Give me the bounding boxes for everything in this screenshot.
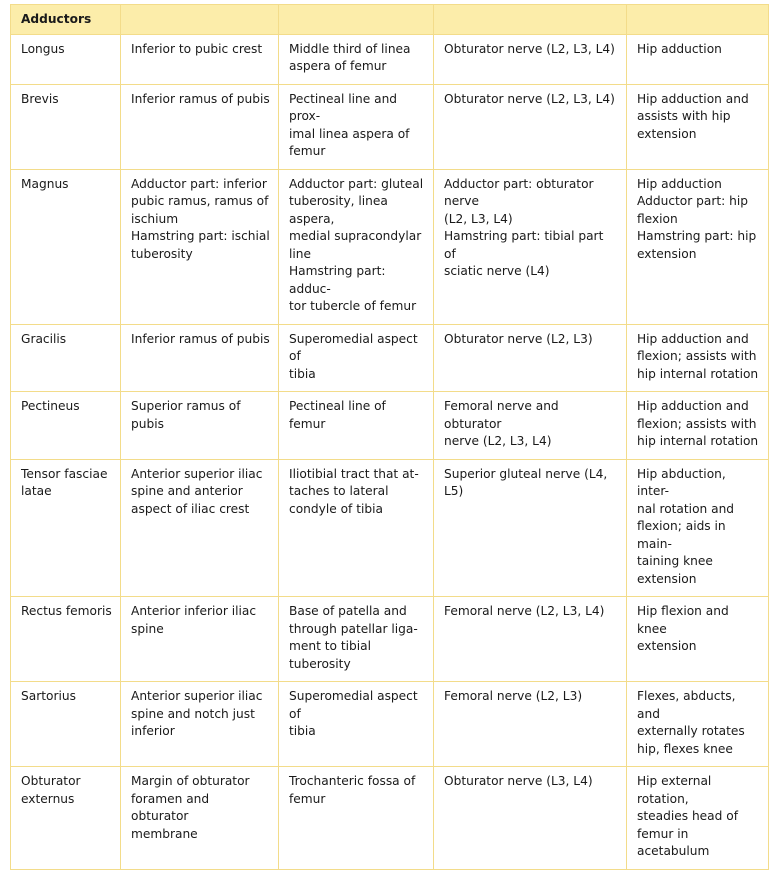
origin-cell: Margin of obturator foramen and obturator membrane xyxy=(121,767,279,870)
muscle-name: Rectus femoris xyxy=(11,597,121,682)
origin-cell: Adductor part: inferior pubic ramus, ramus of ischium Hamstring part: ischial tuberosity xyxy=(121,169,279,324)
muscle-name: Pectineus xyxy=(11,392,121,460)
muscle-table-container xyxy=(10,4,768,870)
insertion-cell: Pectineal line and prox- imal linea aspera of femur xyxy=(279,84,434,169)
innervation-cell: Obturator nerve (L2, L3, L4) xyxy=(434,34,627,84)
insertion-cell: Iliotibial tract that at- taches to lateral condyle of tibia xyxy=(279,459,434,597)
table-row xyxy=(11,767,769,870)
innervation-cell: Superior gluteal nerve (L4, L5) xyxy=(434,459,627,597)
insertion-cell: Superomedial aspect of tibia xyxy=(279,324,434,392)
origin-cell: Anterior inferior iliac spine xyxy=(121,597,279,682)
section-header-cell xyxy=(434,5,627,35)
muscle-name: Gracilis xyxy=(11,324,121,392)
action-cell: Hip flexion and knee extension xyxy=(627,597,769,682)
innervation-cell: Femoral nerve and obturator nerve (L2, L3, L4) xyxy=(434,392,627,460)
muscle-name: Longus xyxy=(11,34,121,84)
table-row xyxy=(11,84,769,169)
insertion-cell: Middle third of linea aspera of femur xyxy=(279,34,434,84)
innervation-cell: Obturator nerve (L2, L3, L4) xyxy=(434,84,627,169)
section-header-row xyxy=(11,5,769,35)
table-row xyxy=(11,597,769,682)
insertion-cell: Base of patella and through patellar liga- ment to tibial tuberosity xyxy=(279,597,434,682)
insertion-cell: Superomedial aspect of tibia xyxy=(279,682,434,767)
table-row xyxy=(11,392,769,460)
table-row xyxy=(11,459,769,597)
section-header-cell xyxy=(279,5,434,35)
action-cell: Hip external rotation, steadies head of femur in acetabulum xyxy=(627,767,769,870)
origin-cell: Inferior ramus of pubis xyxy=(121,324,279,392)
action-cell: Hip abduction, inter- nal rotation and flexion; aids in main- taining knee extension xyxy=(627,459,769,597)
innervation-cell: Femoral nerve (L2, L3, L4) xyxy=(434,597,627,682)
muscle-name: Magnus xyxy=(11,169,121,324)
origin-cell: Inferior ramus of pubis xyxy=(121,84,279,169)
insertion-cell: Pectineal line of femur xyxy=(279,392,434,460)
table-row xyxy=(11,169,769,324)
innervation-cell: Obturator nerve (L2, L3) xyxy=(434,324,627,392)
section-header-cell xyxy=(121,5,279,35)
table-row xyxy=(11,34,769,84)
action-cell: Hip adduction Adductor part: hip flexion Hamstring part: hip extension xyxy=(627,169,769,324)
table-row xyxy=(11,682,769,767)
muscle-name: Obturator externus xyxy=(11,767,121,870)
origin-cell: Anterior superior iliac spine and notch just inferior xyxy=(121,682,279,767)
innervation-cell: Obturator nerve (L3, L4) xyxy=(434,767,627,870)
muscle-table xyxy=(10,4,769,870)
table-row xyxy=(11,324,769,392)
section-header-cell xyxy=(627,5,769,35)
origin-cell: Anterior superior iliac spine and anterior aspect of iliac crest xyxy=(121,459,279,597)
innervation-cell: Adductor part: obturator nerve (L2, L3, L4) Hamstring part: tibial part of sciatic nerve (L4) xyxy=(434,169,627,324)
section-title: Adductors xyxy=(11,5,121,35)
origin-cell: Superior ramus of pubis xyxy=(121,392,279,460)
action-cell: Hip adduction and assists with hip extension xyxy=(627,84,769,169)
muscle-name: Brevis xyxy=(11,84,121,169)
muscle-name: Sartorius xyxy=(11,682,121,767)
action-cell: Hip adduction xyxy=(627,34,769,84)
insertion-cell: Adductor part: gluteal tuberosity, linea aspera, medial supracondylar line Hamstring part: adduc- tor tubercle of femur xyxy=(279,169,434,324)
action-cell: Flexes, abducts, and externally rotates hip, flexes knee xyxy=(627,682,769,767)
action-cell: Hip adduction and flexion; assists with hip internal rotation xyxy=(627,392,769,460)
action-cell: Hip adduction and flexion; assists with hip internal rotation xyxy=(627,324,769,392)
muscle-name: Tensor fasciae latae xyxy=(11,459,121,597)
origin-cell: Inferior to pubic crest xyxy=(121,34,279,84)
innervation-cell: Femoral nerve (L2, L3) xyxy=(434,682,627,767)
insertion-cell: Trochanteric fossa of femur xyxy=(279,767,434,870)
